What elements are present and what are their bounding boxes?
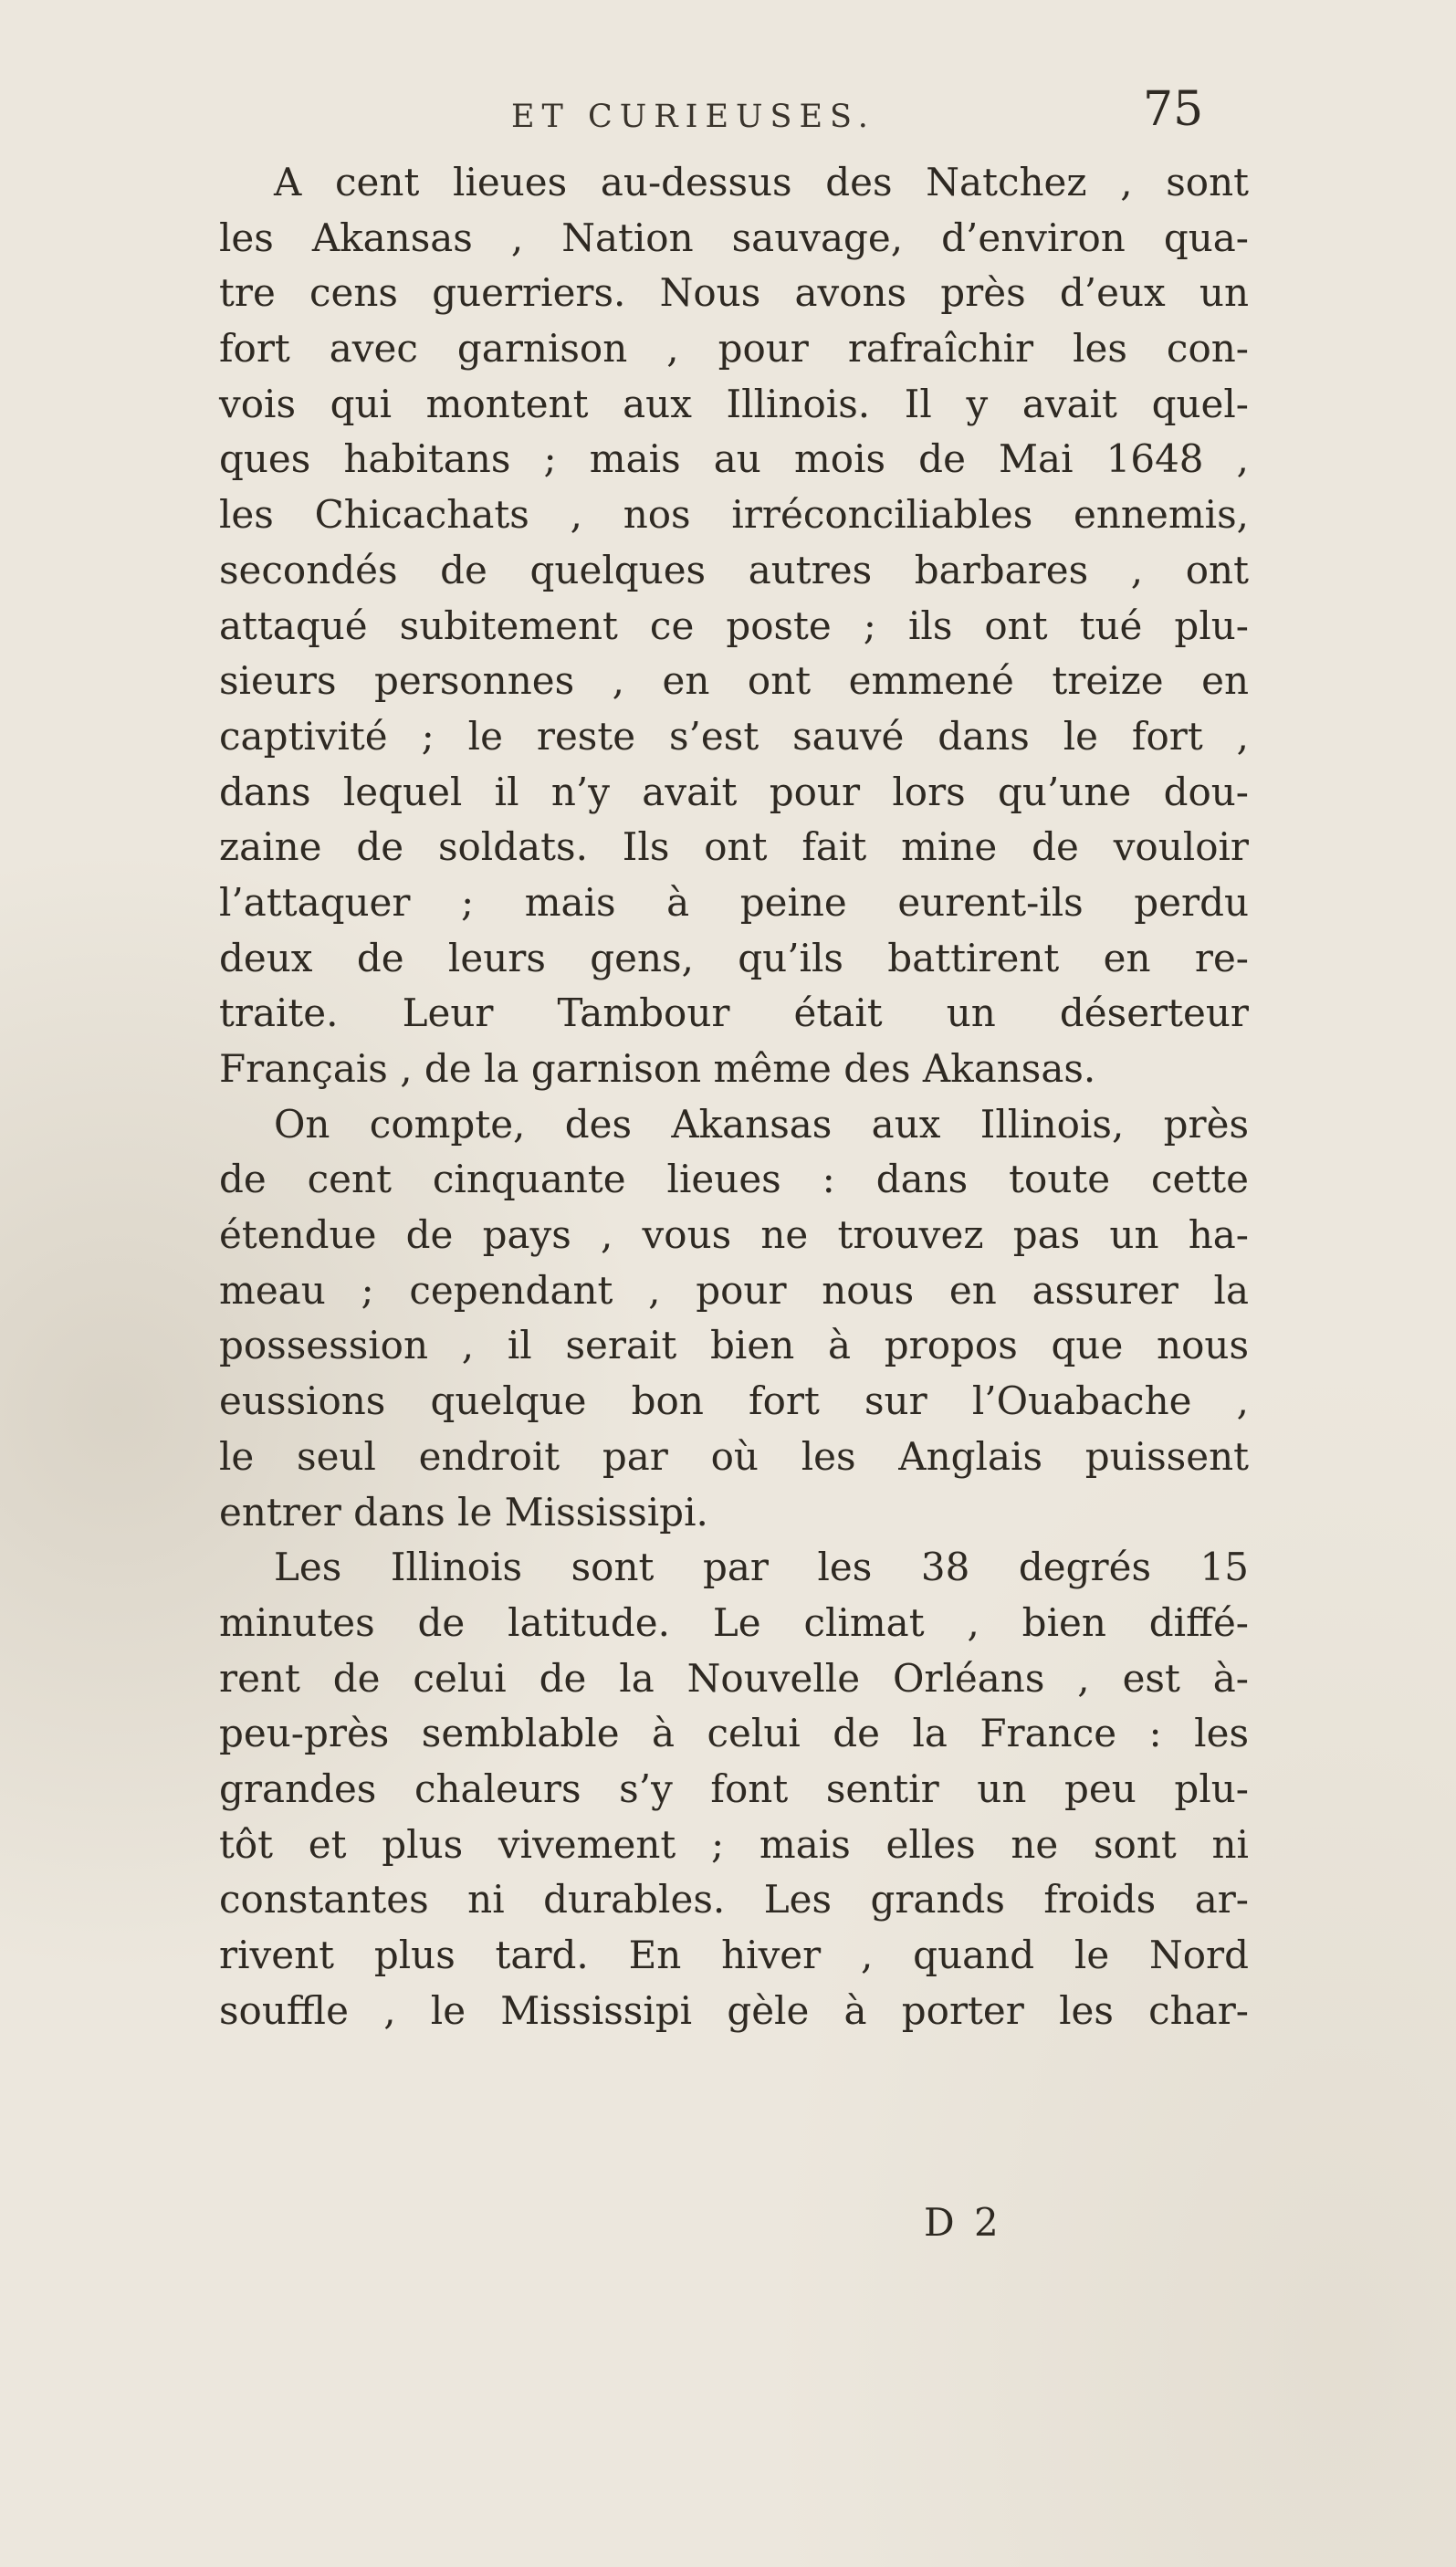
text-line: eussions quelque bon fort sur l’Ouabache , (219, 1378, 1249, 1424)
text-line: meau ; cependant , pour nous en assurer la (219, 1267, 1249, 1313)
text-line: On compte, des Akansas aux Illinois, près (274, 1101, 1249, 1147)
running-header: ET CURIEUSES. (511, 99, 875, 135)
text-line: les Akansas , Nation sauvage, d’environ qua- (219, 215, 1249, 260)
text-line: traite. Leur Tambour était un déserteur (219, 990, 1249, 1036)
page-number: 75 (1143, 82, 1204, 137)
signature-mark: D 2 (924, 2200, 1002, 2245)
text-line: Français , de la garnison même des Akansas. (219, 1046, 1096, 1091)
text-line: sieurs personnes , en ont emmené treize en (219, 658, 1249, 704)
text-line: de cent cinquante lieues : dans toute cette (219, 1157, 1249, 1202)
text-line: dans lequel il n’y avait pour lors qu’une dou- (219, 769, 1249, 814)
text-line: constantes ni durables. Les grands froids ar- (219, 1877, 1249, 1923)
text-line: rent de celui de la Nouvelle Orléans , est à- (219, 1655, 1249, 1701)
body-text (219, 155, 1249, 2038)
text-line: possession , il serait bien à propos que nous (219, 1323, 1249, 1368)
text-line: grandes chaleurs s’y font sentir un peu plu- (219, 1765, 1249, 1811)
text-line: deux de leurs gens, qu’ils battirent en re- (219, 935, 1249, 980)
text-line: tre cens guerriers. Nous avons près d’eux un (219, 270, 1249, 316)
text-line: entrer dans le Mississipi. (219, 1489, 708, 1535)
text-line: fort avec garnison , pour rafraîchir les con- (219, 326, 1249, 372)
text-line: le seul endroit par où les Anglais puissent (219, 1433, 1249, 1479)
text-line: tôt et plus vivement ; mais elles ne sont ni (219, 1821, 1249, 1867)
text-line: minutes de latitude. Le climat , bien diffé- (219, 1599, 1249, 1645)
text-line: secondés de quelques autres barbares , ont (219, 547, 1249, 592)
text-line: vois qui montent aux Illinois. Il y avait quel- (219, 381, 1249, 426)
text-line: Les Illinois sont par les 38 degrés 15 (274, 1545, 1249, 1590)
text-line: souffle , le Mississipi gèle à porter les char- (219, 1987, 1249, 2033)
text-line: étendue de pays , vous ne trouvez pas un ha- (219, 1212, 1249, 1258)
text-line: peu-près semblable à celui de la France : les (219, 1711, 1249, 1756)
text-line: l’attaquer ; mais à peine eurent-ils perdu (219, 879, 1249, 925)
text-line: captivité ; le reste s’est sauvé dans le fort , (219, 713, 1249, 759)
text-line: les Chicachats , nos irréconciliables ennemis, (219, 492, 1249, 538)
text-line: rivent plus tard. En hiver , quand le Nord (219, 1933, 1249, 1977)
text-line: A cent lieues au-dessus des Natchez , sont (274, 160, 1249, 204)
text-line: attaqué subitement ce poste ; ils ont tué plu- (219, 602, 1249, 648)
text-line: ques habitans ; mais au mois de Mai 1648 , (219, 436, 1249, 482)
text-line: zaine de soldats. Ils ont fait mine de vouloir (219, 824, 1249, 870)
